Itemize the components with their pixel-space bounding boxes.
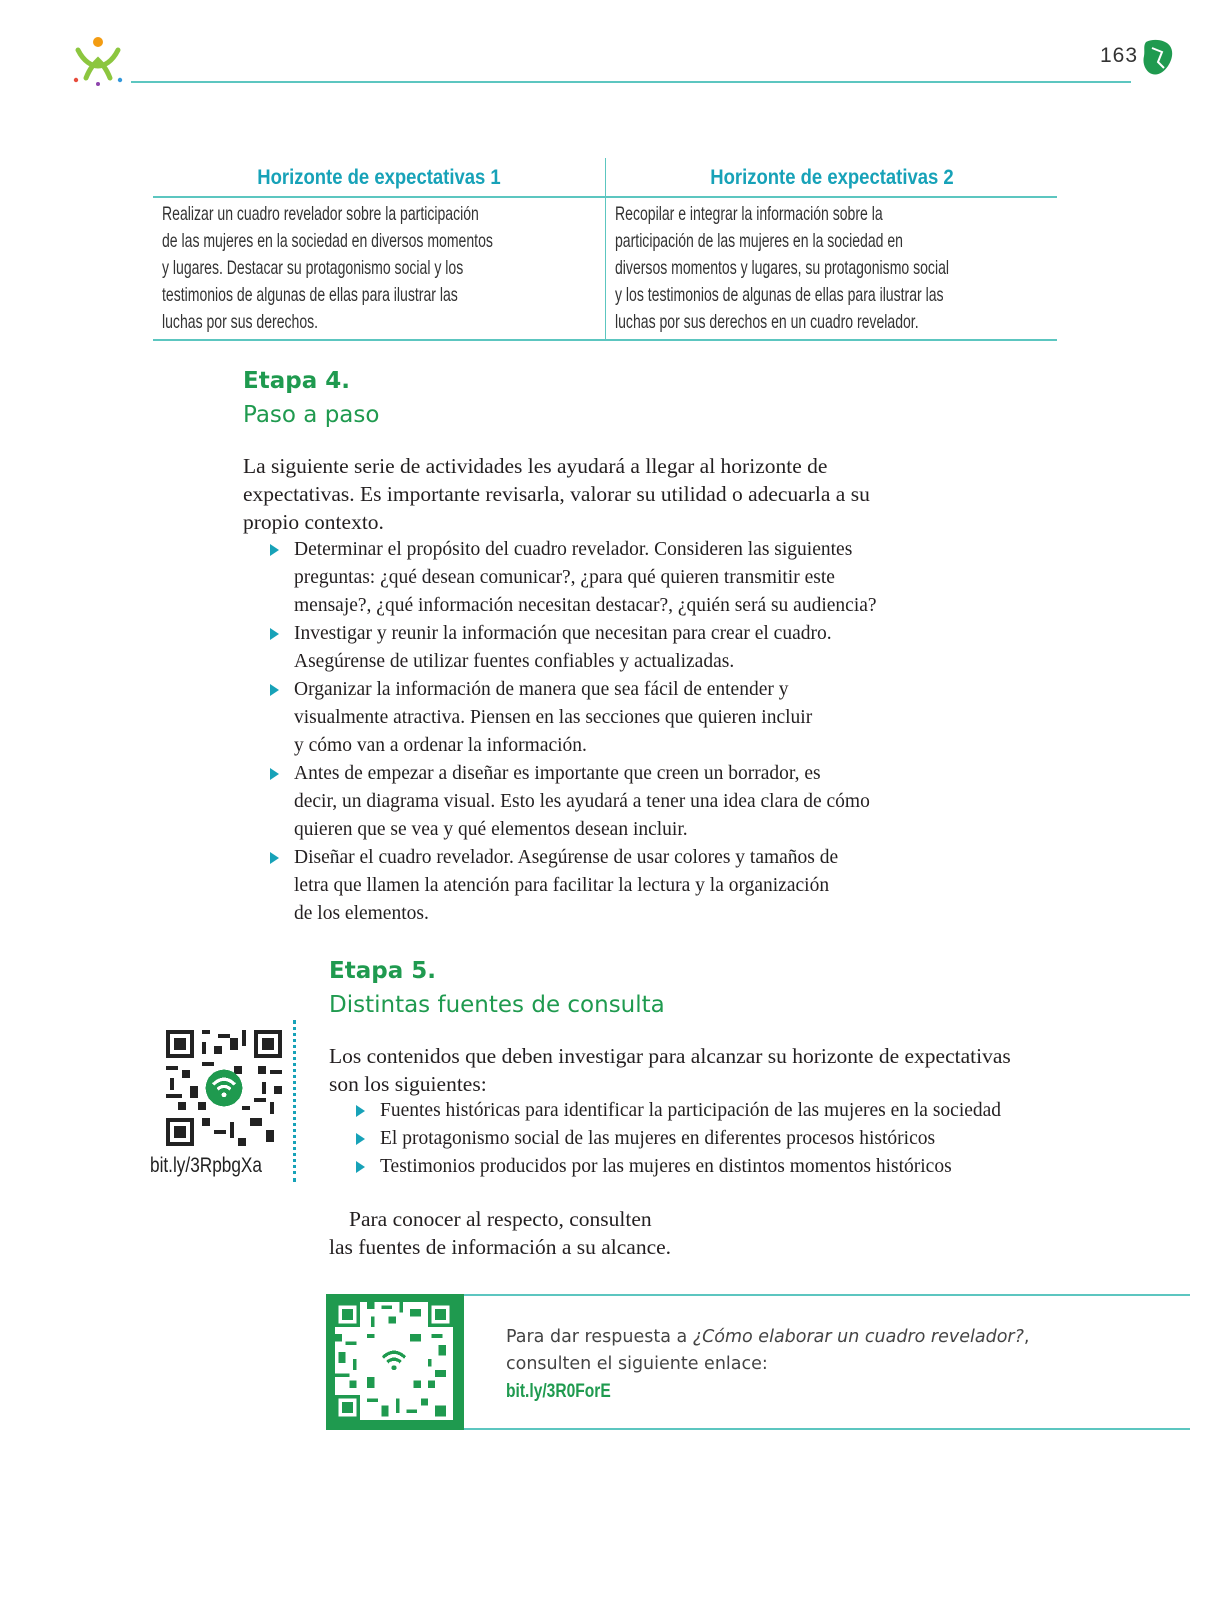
text-line: Los contenidos que deben investigar para alcanzar su horizonte de expectativas	[329, 1044, 1011, 1068]
text-line: quieren que se vea y qué elementos desean incluir.	[294, 819, 688, 840]
qr-link-label[interactable]: bit.ly/3RpbgXa	[150, 1154, 263, 1177]
list-item	[356, 1125, 1076, 1153]
stage5-topics	[356, 1097, 1076, 1181]
text-line: las fuentes de información a su alcance.	[329, 1235, 672, 1259]
logo-icon	[70, 32, 126, 88]
bullet-triangle-icon	[356, 1133, 365, 1145]
text-line: Antes de empezar a diseñar es importante que creen un borrador, es	[294, 763, 821, 784]
list-item-text: Testimonios producidos por las mujeres en distintos momentos históricos	[380, 1156, 952, 1177]
header-rule	[131, 81, 1131, 83]
text-line: de las mujeres en la sociedad en diversos momentos	[162, 230, 493, 252]
qr-code-icon[interactable]	[166, 1030, 282, 1146]
text-fragment-italic: ¿Cómo elaborar un cuadro revelador?	[692, 1327, 1024, 1347]
text-line: decir, un diagrama visual. Esto les ayudará a tener una idea clara de cómo	[294, 791, 870, 812]
column-body	[162, 201, 594, 336]
list-item-text: Fuentes históricas para identificar la participación de las mujeres en la sociedad	[380, 1100, 1002, 1121]
bullet-triangle-icon	[270, 768, 279, 780]
text-line: Para conocer al respecto, consulten	[349, 1207, 652, 1231]
text-line: participación de las mujeres en la sociedad en	[615, 230, 903, 252]
resource-link[interactable]: bit.ly/3R0ForE	[506, 1381, 611, 1402]
dotted-divider	[293, 1020, 296, 1182]
page-number: 163	[1100, 44, 1139, 67]
text-line: y los testimonios de algunas de ellas para ilustrar las	[615, 284, 944, 306]
list-item	[270, 760, 950, 844]
qr-code-icon[interactable]	[335, 1302, 453, 1420]
qr-panel	[326, 1294, 464, 1430]
table-bottom-rule	[153, 339, 1057, 341]
link-instructions	[506, 1324, 1106, 1406]
stage4-intro	[243, 452, 963, 536]
text-line: testimonios de algunas de ellas para ilustrar las	[162, 284, 458, 306]
list-item	[270, 536, 950, 620]
text-line: luchas por sus derechos en un cuadro revelador.	[615, 311, 919, 333]
column-heading: Horizonte de expectativas 1	[257, 166, 501, 189]
text-line: son los siguientes:	[329, 1072, 487, 1096]
text-line: de los elementos.	[294, 903, 429, 924]
list-item	[270, 676, 950, 760]
table-column-1	[153, 158, 605, 339]
stage4-title: Etapa 4.	[243, 368, 350, 394]
text-line: visualmente atractiva. Piensen en las secciones que quieren incluir	[294, 707, 813, 728]
text-line: Determinar el propósito del cuadro revelador. Consideren las siguientes	[294, 539, 853, 560]
text-fragment: ,	[1023, 1327, 1030, 1347]
text-line: Investigar y reunir la información que necesitan para crear el cuadro.	[294, 623, 832, 644]
text-line: Diseñar el cuadro revelador. Asegúrense de usar colores y tamaños de	[294, 847, 839, 868]
text-line: letra que llamen la atención para facilitar la lectura y la organización	[294, 875, 830, 896]
text-line: luchas por sus derechos.	[162, 311, 319, 333]
stage5-closing	[329, 1205, 829, 1261]
text-line: Recopilar e integrar la información sobre la	[615, 203, 883, 225]
list-item	[356, 1153, 1076, 1181]
bullet-triangle-icon	[270, 684, 279, 696]
column-heading: Horizonte de expectativas 2	[710, 166, 954, 189]
text-line: expectativas. Es importante revisarla, valorar su utilidad o adecuarla a su	[243, 482, 870, 506]
text-line: Organizar la información de manera que sea fácil de entender y	[294, 679, 789, 700]
text-line: La siguiente serie de actividades les ayudará a llegar al horizonte de	[243, 454, 828, 478]
stage4-steps	[270, 536, 950, 928]
text-fragment: Para dar respuesta a	[506, 1327, 693, 1347]
bullet-triangle-icon	[270, 544, 279, 556]
table-column-2	[605, 158, 1058, 339]
text-line: y lugares. Destacar su protagonismo social y los	[162, 257, 464, 279]
bullet-triangle-icon	[356, 1105, 365, 1117]
stage4-subtitle: Paso a paso	[243, 402, 380, 428]
list-item	[270, 844, 950, 928]
list-item-text: El protagonismo social de las mujeres en diferentes procesos históricos	[380, 1128, 936, 1149]
list-item	[270, 620, 950, 676]
text-line	[506, 1324, 1106, 1351]
text-line: y cómo van a ordenar la información.	[294, 735, 587, 756]
text-line: consulten el siguiente enlace:	[506, 1354, 768, 1374]
stage5-intro	[329, 1042, 1069, 1098]
text-line: Realizar un cuadro revelador sobre la participación	[162, 203, 479, 225]
bullet-triangle-icon	[270, 628, 279, 640]
text-line: mensaje?, ¿qué información necesitan destacar?, ¿quién será su audiencia?	[294, 595, 877, 616]
bullet-triangle-icon	[356, 1161, 365, 1173]
text-line: propio contexto.	[243, 510, 384, 534]
leaf-emblem-icon	[1140, 38, 1176, 78]
text-line: diversos momentos y lugares, su protagonismo social	[615, 257, 950, 279]
text-line: Asegúrense de utilizar fuentes confiables y actualizadas.	[294, 651, 735, 672]
bullet-triangle-icon	[270, 852, 279, 864]
list-item	[356, 1097, 1076, 1125]
stage5-title: Etapa 5.	[329, 958, 436, 984]
resource-link-box	[326, 1294, 1190, 1430]
table-header-rule	[153, 196, 1057, 198]
stage5-subtitle: Distintas fuentes de consulta	[329, 992, 665, 1018]
column-body	[615, 201, 1047, 336]
text-line: preguntas: ¿qué desean comunicar?, ¿para qué quieren transmitir este	[294, 567, 835, 588]
